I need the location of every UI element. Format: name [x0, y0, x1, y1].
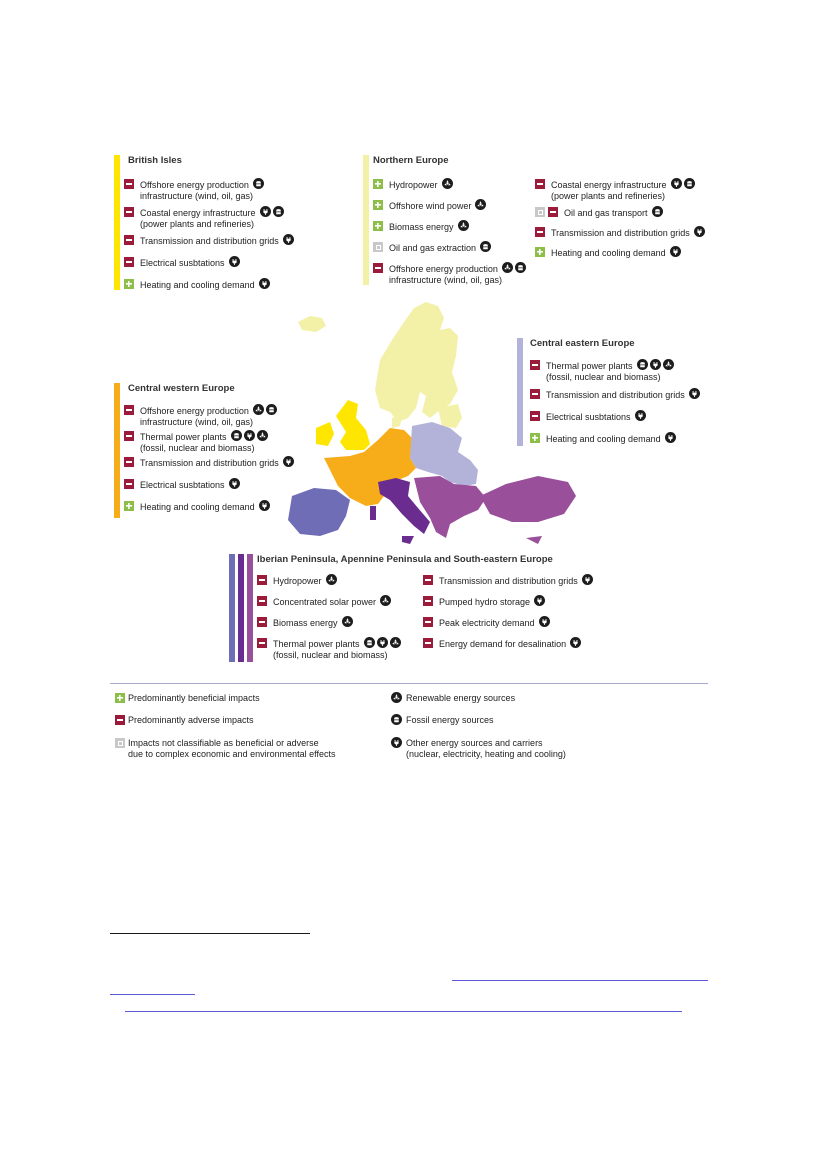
impact-label: Heating and cooling demand — [140, 502, 255, 512]
renewable-icon — [380, 595, 391, 606]
impact-label: Heating and cooling demand — [546, 434, 661, 444]
region-title: British Isles — [128, 155, 182, 166]
renewable-icon — [253, 404, 264, 415]
energy-source-icons — [670, 246, 681, 257]
impact-label: Oil and gas extraction — [389, 243, 477, 253]
legend-fossil: Fossil energy sources — [391, 715, 494, 726]
minus-icon — [124, 479, 134, 489]
map-great-britain — [336, 400, 370, 450]
legend-renewable: Renewable energy sources — [391, 693, 515, 704]
impact-label: Biomass energy — [389, 222, 454, 232]
minus-icon — [423, 617, 433, 627]
impact-item — [124, 279, 270, 291]
minus-icon — [124, 405, 134, 415]
region-color-bar — [114, 155, 120, 290]
region-northern-europe — [363, 155, 713, 285]
impact-label-detail: infrastructure (wind, oil, gas) — [389, 274, 503, 285]
minus-icon — [257, 617, 267, 627]
energy-source-icons — [694, 226, 705, 237]
energy-source-icons — [283, 234, 294, 245]
impact-label-detail: (fossil, nuclear and biomass) — [546, 371, 661, 382]
impact-item — [124, 257, 240, 269]
impact-item — [124, 207, 284, 229]
impact-item — [535, 207, 663, 219]
other-energy-icon — [582, 574, 593, 585]
impact-item — [257, 617, 353, 629]
minus-icon — [257, 638, 267, 648]
region-title: Central western Europe — [128, 383, 235, 394]
other-energy-icon — [377, 637, 388, 648]
fossil-icon — [684, 178, 695, 189]
minus-icon — [124, 457, 134, 467]
renewable-icon — [390, 637, 401, 648]
fossil-icon — [515, 262, 526, 273]
other-energy-icon — [259, 278, 270, 289]
renewable-icon — [458, 220, 469, 231]
minus-icon — [124, 257, 134, 267]
minus-icon — [548, 207, 558, 217]
impact-item — [124, 431, 268, 453]
energy-source-icons — [442, 178, 453, 189]
impact-item — [124, 501, 270, 513]
impact-item — [423, 575, 593, 587]
impact-item — [423, 596, 545, 608]
impact-label-detail: infrastructure (wind, oil, gas) — [140, 416, 254, 427]
energy-source-icons — [480, 241, 491, 252]
fossil-icon — [391, 714, 402, 725]
impact-label: Thermal power plants — [140, 432, 227, 442]
energy-source-icons — [364, 637, 401, 648]
impact-label: Transmission and distribution grids — [140, 236, 279, 246]
fossil-icon — [266, 404, 277, 415]
map-scandinavia — [375, 302, 458, 422]
minus-icon — [115, 715, 125, 725]
fossil-icon — [652, 206, 663, 217]
plus-icon — [124, 279, 134, 289]
impact-label: Coastal energy infrastructure — [140, 208, 256, 218]
legend-adverse: Predominantly adverse impacts — [115, 715, 254, 726]
minus-icon — [423, 638, 433, 648]
impact-item — [373, 263, 526, 285]
energy-source-icons — [665, 432, 676, 443]
other-energy-icon — [670, 246, 681, 257]
energy-source-icons — [689, 388, 700, 399]
map-cyprus — [526, 536, 542, 544]
plus-icon — [124, 501, 134, 511]
impact-label: Transmission and distribution grids — [140, 458, 279, 468]
footnote-link-underline[interactable] — [452, 980, 708, 981]
renewable-icon — [663, 359, 674, 370]
renewable-icon — [257, 430, 268, 441]
impact-label: Heating and cooling demand — [551, 248, 666, 258]
energy-source-icons — [260, 206, 284, 217]
other-energy-icon — [635, 410, 646, 421]
legend-divider — [110, 683, 708, 684]
impact-item — [124, 457, 294, 469]
other-energy-icon — [665, 432, 676, 443]
other-energy-icon — [689, 388, 700, 399]
impact-item — [535, 227, 705, 239]
renewable-icon — [326, 574, 337, 585]
impact-label: Transmission and distribution grids — [546, 390, 685, 400]
fossil-icon — [637, 359, 648, 370]
fossil-icon — [480, 241, 491, 252]
other-energy-icon — [260, 206, 271, 217]
region-color-bar — [363, 155, 369, 285]
impact-item — [373, 179, 453, 191]
minus-icon — [373, 263, 383, 273]
footnote-separator — [110, 933, 310, 934]
impact-label: Thermal power plants — [546, 361, 633, 371]
impact-label: Oil and gas transport — [564, 208, 648, 218]
fossil-icon — [364, 637, 375, 648]
impact-item — [423, 638, 581, 650]
legend-beneficial: Predominantly beneficial impacts — [115, 693, 260, 704]
impact-label: Hydropower — [389, 180, 438, 190]
neutral-icon — [535, 207, 545, 217]
energy-source-icons — [259, 500, 270, 511]
minus-icon — [124, 431, 134, 441]
impact-item — [257, 575, 337, 587]
energy-source-icons — [502, 262, 526, 273]
impact-label: Energy demand for desalination — [439, 639, 567, 649]
energy-source-icons — [259, 278, 270, 289]
map-central-eastern — [410, 422, 478, 486]
impact-label: Heating and cooling demand — [140, 280, 255, 290]
impact-label-detail: (power plants and refineries) — [140, 218, 255, 229]
region-color-bar-apennine — [238, 554, 244, 662]
minus-icon — [535, 179, 545, 189]
other-energy-icon — [229, 256, 240, 267]
impact-label: Offshore wind power — [389, 201, 472, 211]
impact-label: Thermal power plants — [273, 639, 360, 649]
energy-source-icons — [635, 410, 646, 421]
impact-item — [124, 179, 264, 201]
region-british-isles — [114, 155, 344, 290]
impact-item — [257, 596, 391, 608]
map-turkey — [480, 476, 576, 522]
renewable-icon — [342, 616, 353, 627]
impact-label: Peak electricity demand — [439, 618, 535, 628]
impact-item — [124, 479, 240, 491]
plus-icon — [373, 200, 383, 210]
fossil-icon — [273, 206, 284, 217]
region-color-bar-iberian — [229, 554, 235, 662]
energy-source-icons — [458, 220, 469, 231]
impact-label: Hydropower — [273, 576, 322, 586]
neutral-icon — [115, 738, 125, 748]
impact-item — [535, 179, 695, 201]
energy-source-icons — [342, 616, 353, 627]
fossil-icon — [253, 178, 264, 189]
neutral-icon — [373, 242, 383, 252]
impact-label-detail: (power plants and refineries) — [551, 190, 666, 201]
region-color-bar-south-eastern — [247, 554, 253, 662]
minus-icon — [124, 207, 134, 217]
impact-item — [535, 247, 681, 259]
other-energy-icon — [244, 430, 255, 441]
map-sardinia — [370, 506, 376, 520]
impact-label: Electrical susbtations — [546, 412, 631, 422]
impact-label: Concentrated solar power — [273, 597, 377, 607]
impact-item — [257, 638, 401, 660]
impact-item — [373, 242, 491, 254]
other-energy-icon — [694, 226, 705, 237]
other-energy-icon — [539, 616, 550, 627]
map-ireland — [316, 422, 334, 446]
energy-source-icons — [652, 206, 663, 217]
impact-label: Offshore energy production — [389, 264, 498, 274]
plus-icon — [535, 247, 545, 257]
map-baltics — [438, 404, 462, 428]
impact-item — [124, 405, 277, 427]
footnote-link-underline[interactable] — [125, 1011, 682, 1012]
impact-item — [373, 221, 469, 233]
energy-source-icons — [229, 478, 240, 489]
impact-label: Transmission and distribution grids — [439, 576, 578, 586]
impact-item — [423, 617, 550, 629]
energy-source-icons — [253, 178, 264, 189]
energy-source-icons — [637, 359, 674, 370]
map-iberian — [288, 488, 350, 536]
footnote-link-underline[interactable] — [110, 994, 195, 995]
other-energy-icon — [671, 178, 682, 189]
other-energy-icon — [259, 500, 270, 511]
impact-label-detail: infrastructure (wind, oil, gas) — [140, 190, 254, 201]
renewable-icon — [442, 178, 453, 189]
energy-source-icons — [671, 178, 695, 189]
impact-label: Coastal energy infrastructure — [551, 180, 667, 190]
impact-label: Offshore energy production — [140, 406, 249, 416]
minus-icon — [535, 227, 545, 237]
other-energy-icon — [229, 478, 240, 489]
energy-source-icons — [582, 574, 593, 585]
minus-icon — [124, 235, 134, 245]
fossil-icon — [231, 430, 242, 441]
impact-label: Offshore energy production — [140, 180, 249, 190]
region-color-bar — [114, 383, 120, 518]
minus-icon — [423, 596, 433, 606]
impact-label-detail: (fossil, nuclear and biomass) — [273, 649, 388, 660]
energy-source-icons — [231, 430, 268, 441]
renewable-icon — [391, 692, 402, 703]
energy-source-icons — [380, 595, 391, 606]
other-energy-icon — [570, 637, 581, 648]
other-energy-icon — [391, 737, 402, 748]
minus-icon — [257, 596, 267, 606]
energy-source-icons — [539, 616, 550, 627]
region-central-western-europe — [114, 383, 294, 518]
region-southern-europe — [229, 554, 649, 662]
other-energy-icon — [650, 359, 661, 370]
impact-label: Biomass energy — [273, 618, 338, 628]
energy-source-icons — [326, 574, 337, 585]
minus-icon — [124, 179, 134, 189]
minus-icon — [423, 575, 433, 585]
impact-label: Pumped hydro storage — [439, 597, 531, 607]
impact-label-detail: (fossil, nuclear and biomass) — [140, 442, 255, 453]
europe-map — [280, 300, 580, 550]
renewable-icon — [502, 262, 513, 273]
energy-source-icons — [475, 199, 486, 210]
map-sicily — [402, 536, 414, 544]
legend-unclassifiable: Impacts not classifiable as beneficial or adverse due to complex economic and environmental effects — [115, 738, 335, 759]
region-title: Iberian Peninsula, Apennine Peninsula and South-eastern Europe — [257, 554, 553, 565]
impact-label: Electrical susbtations — [140, 258, 225, 268]
other-energy-icon — [283, 234, 294, 245]
energy-source-icons — [229, 256, 240, 267]
renewable-icon — [475, 199, 486, 210]
impact-item — [373, 200, 486, 212]
energy-source-icons — [534, 595, 545, 606]
map-denmark — [392, 416, 402, 428]
map-iceland — [298, 316, 326, 332]
other-energy-icon — [534, 595, 545, 606]
minus-icon — [257, 575, 267, 585]
plus-icon — [373, 221, 383, 231]
energy-source-icons — [253, 404, 277, 415]
region-title: Central eastern Europe — [530, 338, 635, 349]
impact-label: Electrical susbtations — [140, 480, 225, 490]
region-title: Northern Europe — [373, 155, 449, 166]
legend-other-energy: Other energy sources and carriers (nuclear, electricity, heating and cooling) — [391, 738, 566, 759]
impact-item — [124, 235, 294, 247]
plus-icon — [115, 693, 125, 703]
impact-label: Transmission and distribution grids — [551, 228, 690, 238]
plus-icon — [373, 179, 383, 189]
energy-source-icons — [570, 637, 581, 648]
